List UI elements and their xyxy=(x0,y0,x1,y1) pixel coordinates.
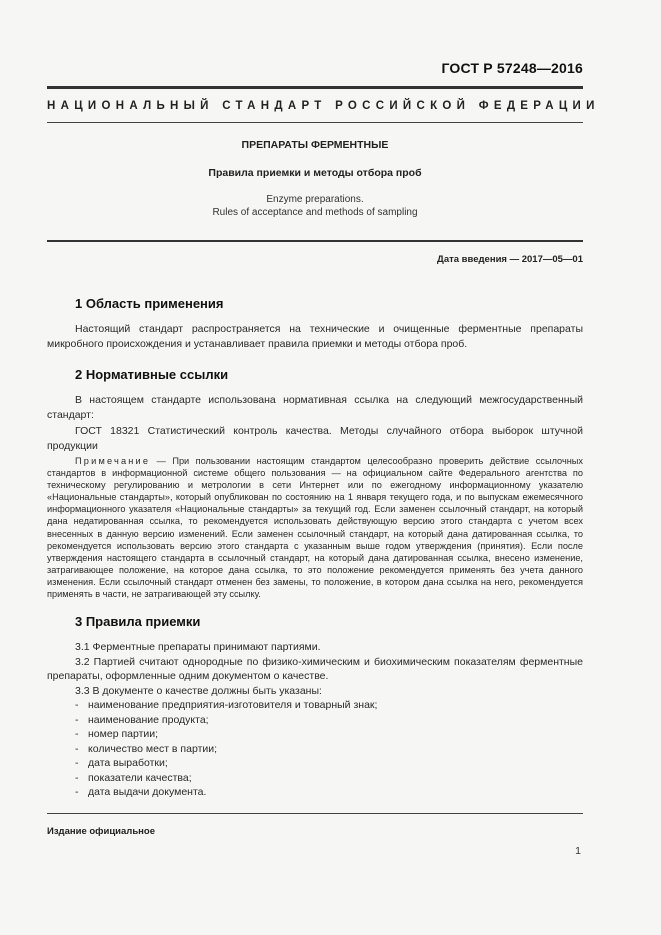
list-item-text: наименование предприятия-изготовителя и товарный знак; xyxy=(88,699,378,711)
section-2-note xyxy=(47,455,583,600)
list-dash: - xyxy=(75,699,79,711)
list-item-text: дата выработки; xyxy=(88,757,168,769)
introduction-date: Дата введения — 2017—05—01 xyxy=(437,254,583,265)
section-2-paragraph-1: В настоящем стандарте использована нормативная ссылка на следующий межгосударственный стандарт: xyxy=(47,394,583,421)
banner-rule xyxy=(47,122,583,123)
list-item xyxy=(47,785,583,800)
official-edition-label: Издание официальное xyxy=(47,826,155,837)
list-dash: - xyxy=(75,757,79,769)
list-item xyxy=(47,698,583,713)
section-1-paragraph: Настоящий стандарт распространяется на технические и очищенные ферментные препараты микробного происхождения и устанавливает правила приемки и методы отбора проб. xyxy=(47,323,583,350)
section-3-paragraph-1: 3.1 Ферментные препараты принимают партиями. xyxy=(75,641,321,653)
english-title-line-2: Rules of acceptance and methods of sampling xyxy=(212,207,418,218)
list-item xyxy=(47,756,583,771)
title-rule xyxy=(47,240,583,242)
header-rule xyxy=(47,86,583,89)
section-3-body xyxy=(47,640,583,800)
gost-code: ГОСТ Р 57248—2016 xyxy=(441,60,583,76)
list-dash: - xyxy=(75,713,79,726)
page-number: 1 xyxy=(575,845,581,857)
section-2-body xyxy=(47,393,583,453)
note-text: — При пользовании настоящим стандартом целесообразно проверить действие ссылочных стандартов в информационной системе общего пользования — на официальном сайте Федерального агентства по техническому регулированию и метрологии в сети Интернет или по ежегодному информационному указателю «Национальные стандарты», который опубликован по состоянию на 1 января текущего года, и по выпускам ежемесячного информационного указателя «Национальные стандарты» за текущий год. Если заменен ссылочный стандарт, на который дана недатированная ссылка, то рекомендуется использовать действующую версию этого стандарта с учетом всех внесенных в данную версию изменений. Если заменен ссылочный стандарт, на который дана датированная ссылка, то рекомендуется использовать версию этого стандарта с указанным выше годом утверждения (принятия). Если после утверждения настоящего стандарта в ссылочный стандарт, на который дана датированная ссылка, внесено изменение, затрагивающее положение, на которое дана ссылка, то это положение рекомендуется применять без учета данного изменения. Если ссылочный стандарт отменен без замены, то положение, в котором дана ссылка на него, рекомендуется применять в части, не затрагивающей эту ссылку. xyxy=(47,456,583,600)
note-paragraph xyxy=(47,455,583,600)
national-standard-banner: НАЦИОНАЛЬНЫЙ СТАНДАРТ РОССИЙСКОЙ ФЕДЕРАЦИИ xyxy=(47,100,600,112)
section-3-heading: 3 Правила приемки xyxy=(75,614,201,629)
list-item xyxy=(47,771,583,786)
document-title: ПРЕПАРАТЫ ФЕРМЕНТНЫЕ xyxy=(241,139,389,151)
quality-document-list xyxy=(47,698,583,800)
list-item-text: показатели качества; xyxy=(88,771,192,784)
english-title-line-1: Enzyme preparations. xyxy=(266,194,364,205)
section-2-heading: 2 Нормативные ссылки xyxy=(75,367,229,382)
section-1-heading: 1 Область применения xyxy=(75,296,224,311)
list-item xyxy=(47,742,583,757)
list-item xyxy=(47,713,583,728)
document-subtitle: Правила приемки и методы отбора проб xyxy=(208,167,422,179)
list-dash: - xyxy=(75,786,79,798)
list-dash: - xyxy=(75,742,79,755)
section-3-paragraph-3: 3.3 В документе о качестве должны быть указаны: xyxy=(75,684,322,697)
list-item-text: количество мест в партии; xyxy=(88,742,218,755)
list-item-text: дата выдачи документа. xyxy=(88,786,207,798)
list-dash: - xyxy=(75,728,79,740)
english-title xyxy=(47,193,583,219)
list-item xyxy=(47,727,583,742)
list-dash: - xyxy=(75,771,79,784)
section-3-paragraph-2: 3.2 Партией считают однородные по физико-химическим и биохимическим показателям ферментные препараты, оформленные одним документом о качестве. xyxy=(47,655,583,682)
list-item-text: наименование продукта; xyxy=(88,713,209,726)
section-1-body xyxy=(47,322,583,351)
footer-rule xyxy=(47,813,583,814)
note-label: Примечание xyxy=(75,456,151,466)
list-item-text: номер партии; xyxy=(88,728,159,740)
section-2-paragraph-2: ГОСТ 18321 Статистический контроль качества. Методы случайного отбора выборок штучной продукции xyxy=(47,425,583,452)
